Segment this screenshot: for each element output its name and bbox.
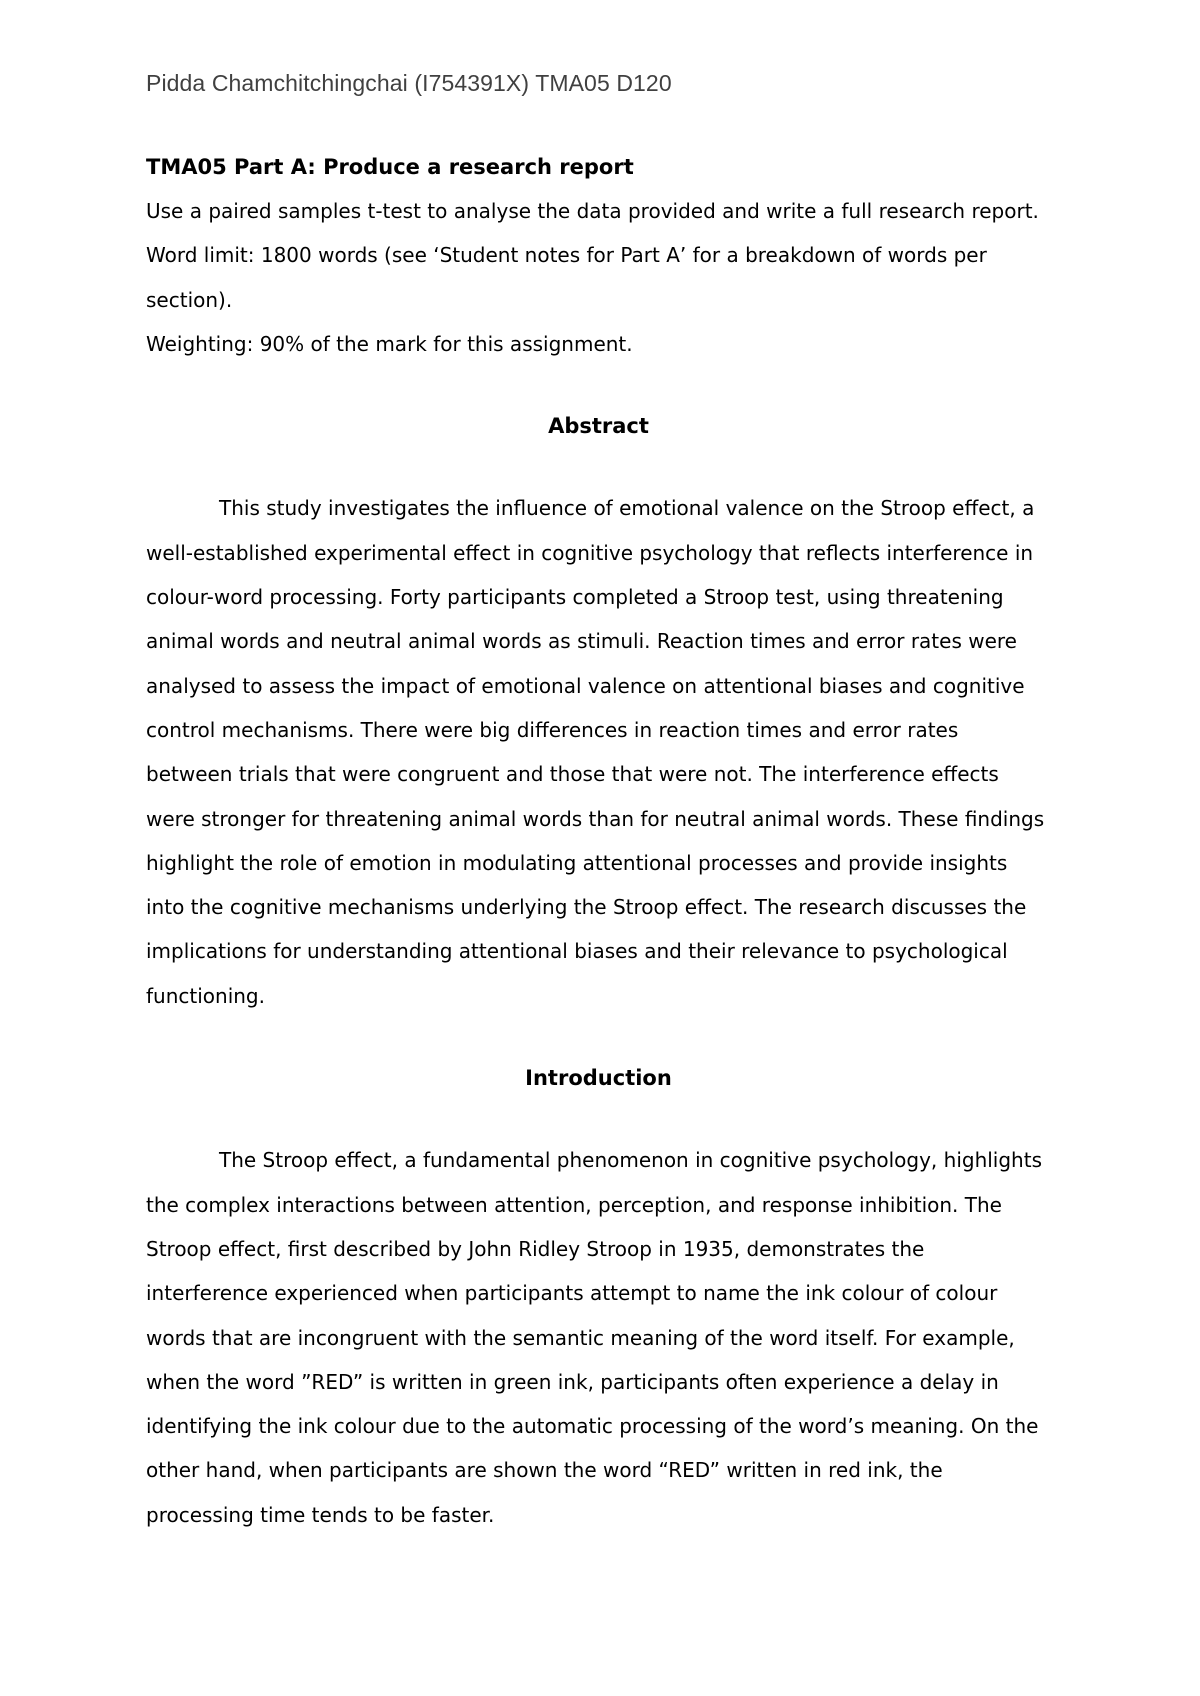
introduction-paragraph: The Stroop effect, a fundamental phenomenon in cognitive psychology, highlights the complex interactions between attention, perception, and response inhibition. The Stroop effect, first described by John Ridley Stroop in 1935, demonstrates the interference experienced when participants attempt to name the ink colour of colour words that are incongruent with the semantic meaning of the word itself. For example, when the word ”RED” is written in green ink, participants often experience a delay in identifying the ink colour due to the automatic processing of the word’s meaning. On the other hand, when participants are shown the word “RED” written in red ink, the processing time tends to be faster. bbox=[146, 1148, 1042, 1527]
abstract-heading: Abstract bbox=[548, 414, 649, 439]
introduction-heading: Introduction bbox=[525, 1066, 672, 1091]
assignment-word-limit: Word limit: 1800 words (see ‘Student notes for Part A’ for a breakdown of words per section). bbox=[146, 243, 987, 312]
running-header: Pidda Chamchitchingchai (I754391X) TMA05 D120 bbox=[146, 70, 672, 96]
assignment-title: TMA05 Part A: Produce a research report bbox=[146, 155, 634, 179]
document-body bbox=[146, 145, 1051, 1537]
assignment-instruction: Use a paired samples t-test to analyse the data provided and write a full research report. bbox=[146, 199, 1039, 223]
assignment-weighting: Weighting: 90% of the mark for this assignment. bbox=[146, 331, 633, 356]
abstract-paragraph: This study investigates the influence of emotional valence on the Stroop effect, a well-established experimental effect in cognitive psychology that reflects interference in colour-word processing. Forty participants completed a Stroop test, using threatening animal words and neutral animal words as stimuli. Reaction times and error rates were analysed to assess the impact of emotional valence on attentional biases and cognitive control mechanisms. There were big differences in reaction times and error rates between trials that were congruent and those that were not. The interference effects were stronger for threatening animal words than for neutral animal words. These findings highlight the role of emotion in modulating attentional processes and provide insights into the cognitive mechanisms underlying the Stroop effect. The research discusses the implications for understanding attentional biases and their relevance to psychological functioning. bbox=[146, 496, 1045, 1008]
